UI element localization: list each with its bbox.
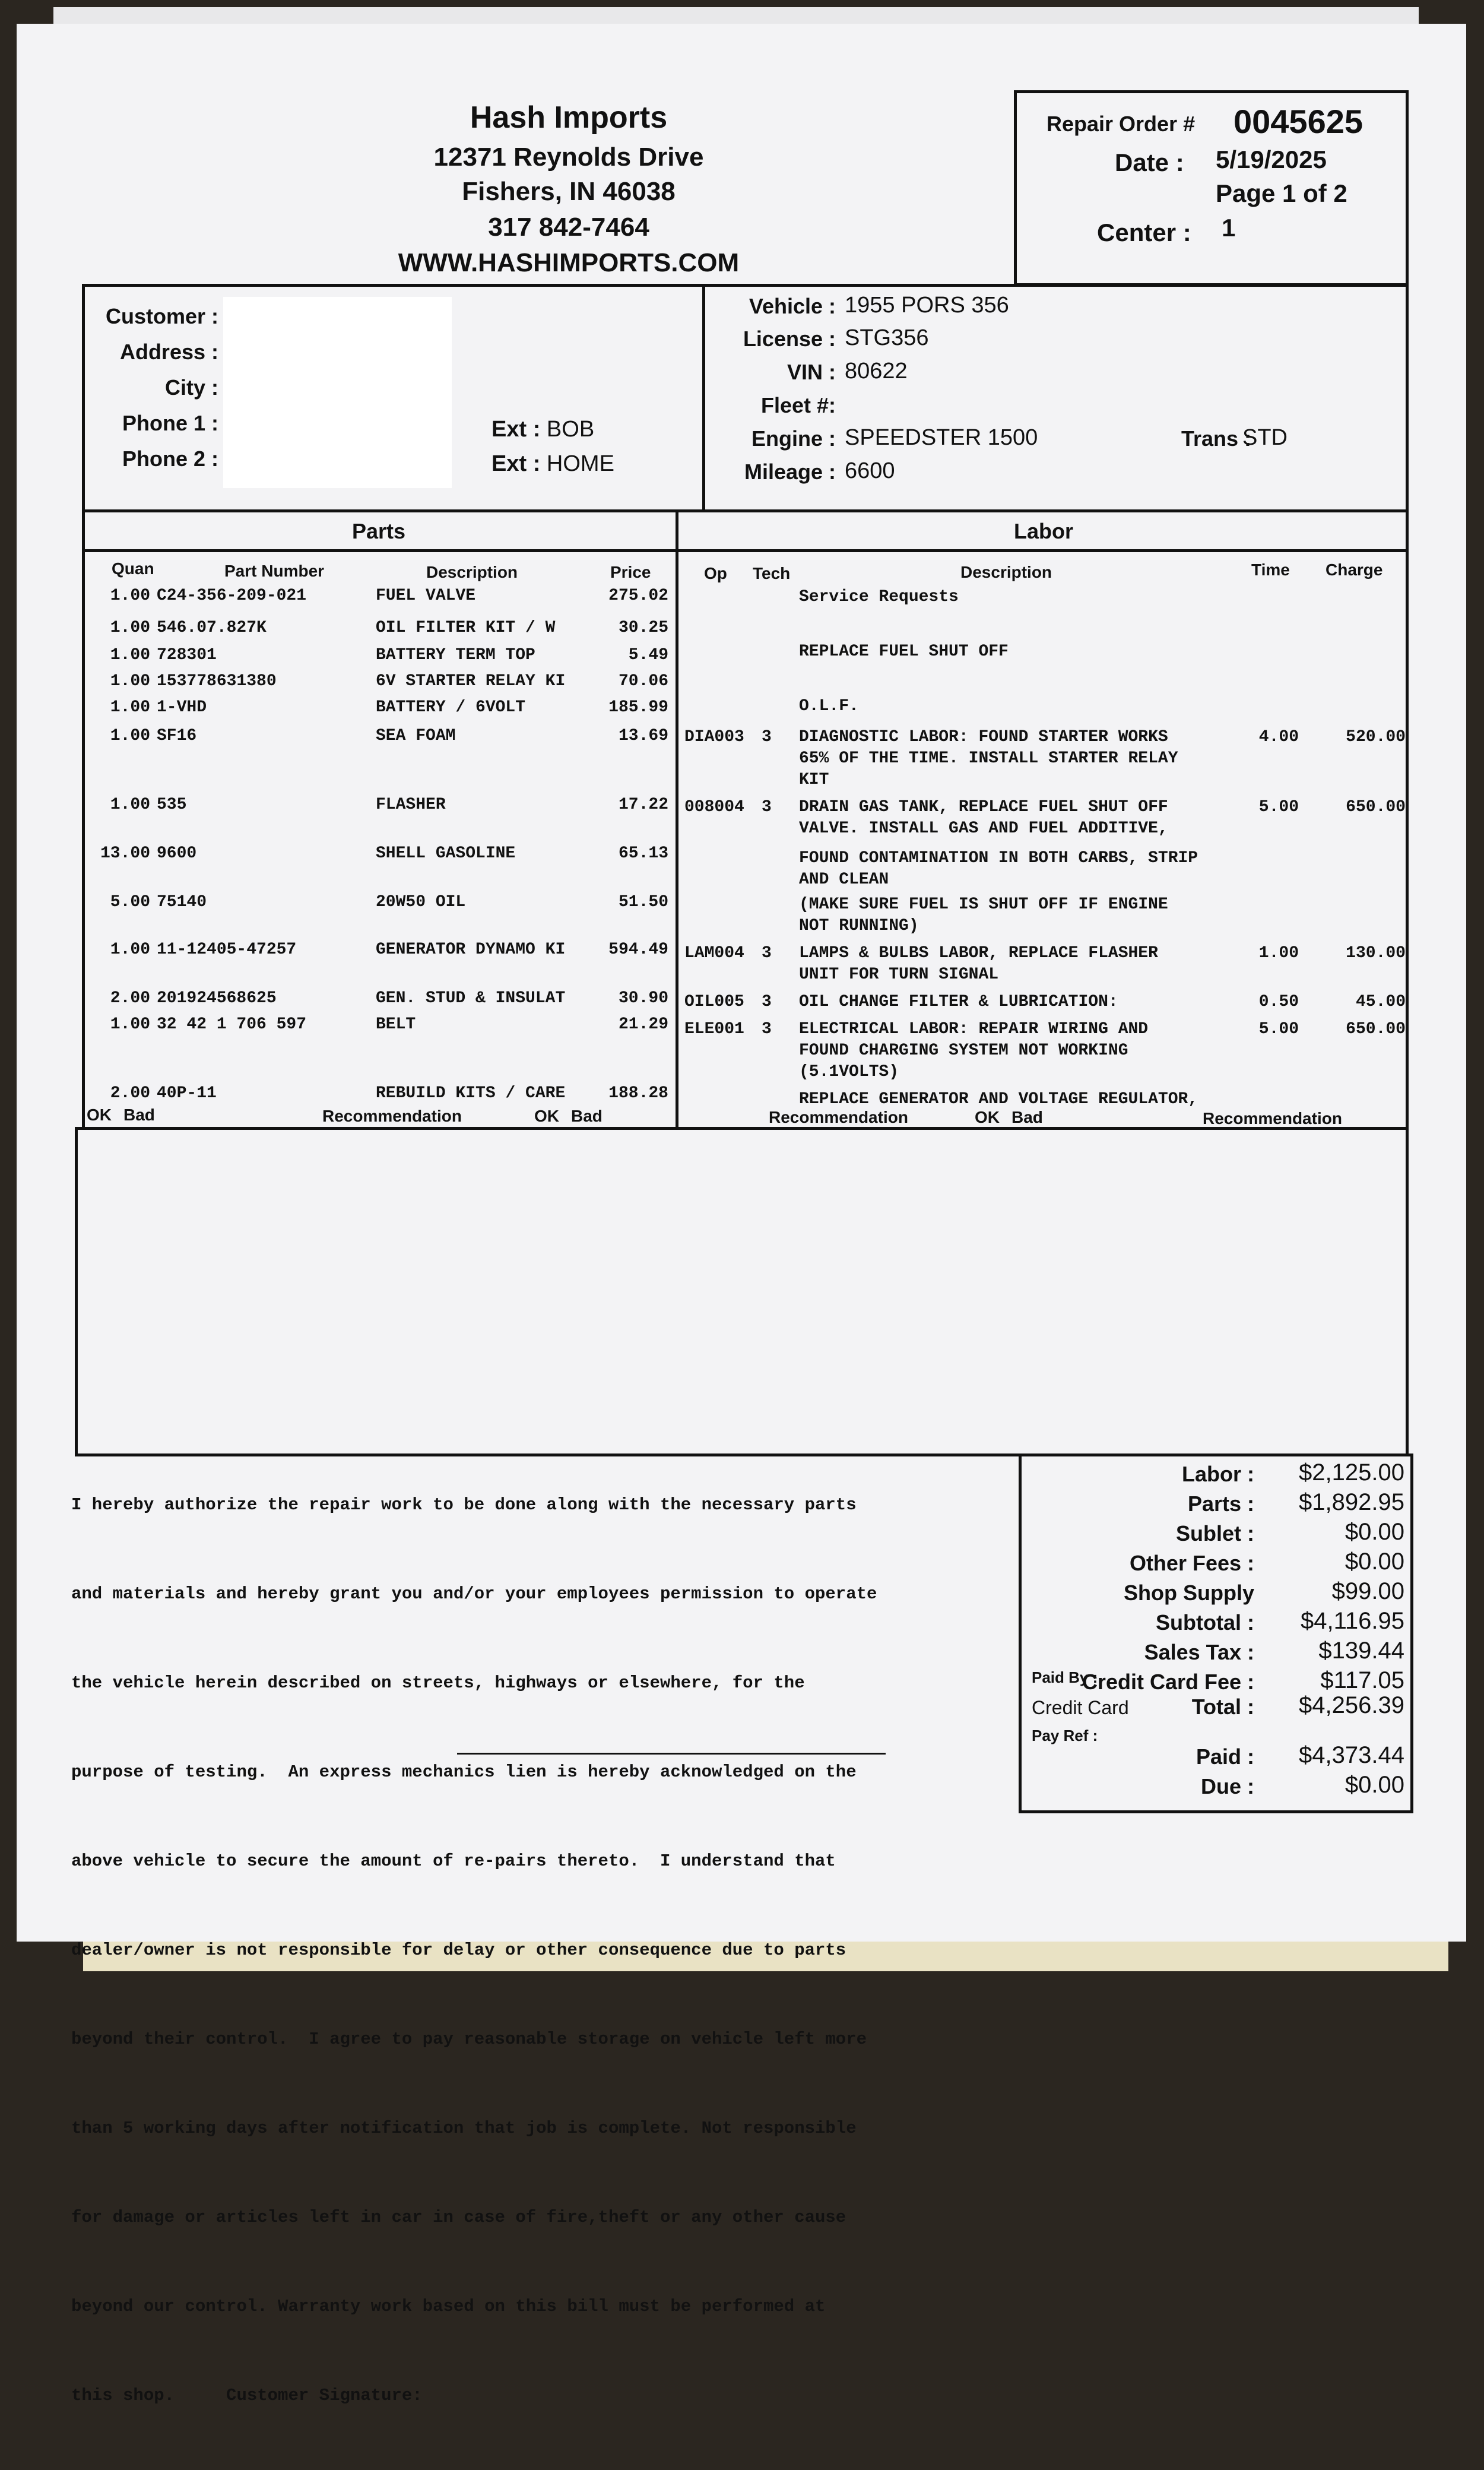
labor-op: 008004 <box>684 798 744 816</box>
center-label: Center : <box>1097 218 1191 246</box>
part-price: 5.49 <box>628 646 668 664</box>
total-label: Sublet : <box>1176 1521 1254 1546</box>
part-price: 594.49 <box>608 940 668 959</box>
page-indicator: Page 1 of 2 <box>1216 179 1347 207</box>
labor-description: O.L.F. <box>799 697 859 715</box>
part-quan: 1.00 <box>110 672 150 691</box>
part-price: 21.29 <box>618 1015 668 1034</box>
part-description: GEN. STUD & INSULAT <box>376 989 566 1008</box>
total-value: $4,373.44 <box>1299 1742 1404 1768</box>
part-description: BATTERY / 6VOLT <box>376 698 526 717</box>
ext1-label: Ext : <box>492 417 541 442</box>
total-value: $4,256.39 <box>1299 1692 1404 1718</box>
parts-labor-divider <box>676 509 678 1130</box>
part-description: REBUILD KITS / CARE <box>376 1084 566 1103</box>
part-number: 75140 <box>157 893 207 911</box>
part-number: 9600 <box>157 844 197 863</box>
total-value: $2,125.00 <box>1299 1459 1404 1486</box>
ext1-value: BOB <box>546 417 595 442</box>
customer-label: Customer : <box>105 304 218 328</box>
repair-order-document <box>17 24 1466 2405</box>
labor-tech: 3 <box>762 993 772 1011</box>
rec-bad-2: Bad <box>571 1107 603 1125</box>
labor-charge: 650.00 <box>1346 798 1406 816</box>
labor-charge: 650.00 <box>1346 1020 1406 1038</box>
license-label: License : <box>743 327 836 351</box>
total-value: $1,892.95 <box>1299 1489 1404 1515</box>
labor-header-tech: Tech <box>753 564 791 582</box>
address-label: Address : <box>119 340 218 364</box>
part-description: SHELL GASOLINE <box>376 844 516 863</box>
part-price: 275.02 <box>608 587 668 605</box>
total-label: Sales Tax : <box>1144 1640 1254 1664</box>
part-price: 30.25 <box>618 619 668 637</box>
rec-ok-3: OK <box>975 1108 1000 1126</box>
parts-header-part: Part Number <box>224 562 325 580</box>
labor-tech: 3 <box>762 728 772 746</box>
total-value: $139.44 <box>1318 1638 1404 1664</box>
part-price: 13.69 <box>618 727 668 745</box>
total-value: $117.05 <box>1320 1667 1404 1693</box>
authorization-text <box>71 1431 877 2470</box>
labor-description: DIAGNOSTIC LABOR: FOUND STARTER WORKS <box>799 728 1168 746</box>
signature-line[interactable] <box>457 1753 886 1755</box>
part-number: C24-356-209-021 <box>157 587 307 605</box>
part-description: FUEL VALVE <box>376 587 476 605</box>
part-description: 6V STARTER RELAY KI <box>376 672 566 691</box>
paid-by-label: Paid By : <box>1032 1668 1098 1686</box>
signature-label: Customer Signature: <box>226 2386 423 2405</box>
labor-description: NOT RUNNING) <box>799 917 919 935</box>
vehicle-value: 1955 PORS 356 <box>845 293 1009 318</box>
labor-description: VALVE. INSTALL GAS AND FUEL ADDITIVE, <box>799 819 1168 838</box>
labor-description: FOUND CHARGING SYSTEM NOT WORKING <box>799 1041 1128 1060</box>
part-price: 30.90 <box>618 989 668 1008</box>
part-description: BELT <box>376 1015 416 1034</box>
labor-header-charge: Charge <box>1326 560 1383 579</box>
paid-by-value: Credit Card <box>1032 1697 1129 1718</box>
legal-line: purpose of testing. An express mechanics lien is hereby acknowledged on the <box>71 1762 857 1782</box>
labor-time: 5.00 <box>1258 1020 1299 1038</box>
recommendation-box <box>75 1127 1409 1456</box>
labor-op: ELE001 <box>684 1020 744 1038</box>
part-quan: 1.00 <box>110 619 150 637</box>
parts-header-desc: Description <box>426 563 518 581</box>
part-price: 70.06 <box>618 672 668 691</box>
labor-time: 0.50 <box>1258 993 1299 1011</box>
ext2 <box>492 451 614 477</box>
order-date: 5/19/2025 <box>1216 145 1327 173</box>
parts-header-quan: Quan <box>112 559 154 578</box>
part-price: 65.13 <box>618 844 668 863</box>
labor-description: (5.1VOLTS) <box>799 1063 899 1081</box>
legal-line: for damage or articles left in car in case of fire,theft or any other cause <box>71 2208 846 2227</box>
part-number: 32 42 1 706 597 <box>157 1015 307 1034</box>
labor-description: AND CLEAN <box>799 870 889 889</box>
part-quan: 2.00 <box>110 1084 150 1103</box>
phone2-label: Phone 2 : <box>122 446 218 471</box>
labor-op: LAM004 <box>684 944 744 962</box>
legal-line: above vehicle to secure the amount of re-pairs thereto. I understand that <box>71 1851 836 1871</box>
legal-line: I hereby authorize the repair work to be done along with the necessary parts <box>71 1495 857 1515</box>
part-number: 546.07.827K <box>157 619 267 637</box>
labor-description: Service Requests <box>799 588 959 606</box>
legal-line: and materials and hereby grant you and/or your employees permission to operate <box>71 1584 877 1604</box>
legal-line: dealer/owner is not responsible for delay or other consequence due to parts <box>71 1940 846 1960</box>
labor-description: UNIT FOR TURN SIGNAL <box>799 965 999 984</box>
part-description: FLASHER <box>376 796 446 814</box>
labor-time: 4.00 <box>1258 728 1299 746</box>
mileage-value: 6600 <box>845 458 895 483</box>
labor-time: 1.00 <box>1258 944 1299 962</box>
part-description: BATTERY TERM TOP <box>376 646 535 664</box>
section-header-line <box>82 549 1409 552</box>
total-label: Credit Card Fee : <box>1082 1670 1254 1694</box>
mileage-label: Mileage : <box>744 460 836 484</box>
labor-tech: 3 <box>762 944 772 962</box>
rec-ok-1: OK <box>87 1106 112 1124</box>
center-value: 1 <box>1222 214 1236 242</box>
legal-line: the vehicle herein described on streets, highways or elsewhere, for the <box>71 1673 805 1693</box>
company-name: Hash Imports <box>470 100 668 135</box>
rec-bad-3: Bad <box>1011 1108 1043 1126</box>
labor-charge: 130.00 <box>1346 944 1406 962</box>
labor-time: 5.00 <box>1258 798 1299 816</box>
part-price: 51.50 <box>618 893 668 911</box>
total-label: Shop Supply <box>1124 1581 1254 1605</box>
labor-tech: 3 <box>762 1020 772 1038</box>
part-price: 17.22 <box>618 796 668 814</box>
part-quan: 1.00 <box>110 646 150 664</box>
vehicle-label: Vehicle : <box>749 294 836 318</box>
labor-charge: 520.00 <box>1346 728 1406 746</box>
total-value: $0.00 <box>1345 1548 1404 1575</box>
date-label: Date : <box>1115 148 1184 176</box>
labor-title: Labor <box>1013 519 1073 543</box>
engine-label: Engine : <box>751 426 836 451</box>
labor-header-op: Op <box>704 564 727 582</box>
labor-op: DIA003 <box>684 728 744 746</box>
engine-value: SPEEDSTER 1500 <box>845 425 1038 450</box>
parts-header-price: Price <box>610 563 651 581</box>
fleet-label: Fleet #: <box>760 393 836 417</box>
total-label: Total : <box>1191 1695 1254 1719</box>
labor-header-time: Time <box>1251 560 1290 579</box>
labor-description: FOUND CONTAMINATION IN BOTH CARBS, STRIP <box>799 849 1198 867</box>
part-quan: 1.00 <box>110 587 150 605</box>
part-quan: 13.00 <box>100 844 150 863</box>
part-description: SEA FOAM <box>376 727 456 745</box>
labor-tech: 3 <box>762 798 772 816</box>
labor-description: LAMPS & BULBS LABOR, REPLACE FLASHER <box>799 944 1158 962</box>
part-number: 201924568625 <box>157 989 277 1008</box>
rec-ok-2: OK <box>534 1107 559 1125</box>
legal-line: beyond their control. I agree to pay reasonable storage on vehicle left more <box>71 2029 867 2049</box>
repair-order-number: 0045625 <box>1234 103 1363 140</box>
labor-description: OIL CHANGE FILTER & LUBRICATION: <box>799 993 1118 1011</box>
labor-op: OIL005 <box>684 993 744 1011</box>
legal-line: beyond our control. Warranty work based on this bill must be performed at <box>71 2297 826 2316</box>
repair-order-label: Repair Order # <box>1047 112 1196 136</box>
legal-last-line: this shop. <box>71 2386 175 2405</box>
part-quan: 1.00 <box>110 727 150 745</box>
company-phone: 317 842-7464 <box>488 213 649 242</box>
part-description: OIL FILTER KIT / W <box>376 619 556 637</box>
part-number: 153778631380 <box>157 672 277 691</box>
license-value: STG356 <box>845 325 929 350</box>
total-value: $99.00 <box>1331 1578 1404 1604</box>
vin-value: 80622 <box>845 359 908 384</box>
total-label: Due : <box>1201 1774 1254 1798</box>
labor-description: REPLACE GENERATOR AND VOLTAGE REGULATOR, <box>799 1090 1198 1109</box>
total-label: Labor : <box>1182 1462 1254 1486</box>
labor-description: ELECTRICAL LABOR: REPAIR WIRING AND <box>799 1020 1149 1038</box>
labor-description: 65% OF THE TIME. INSTALL STARTER RELAY <box>799 749 1178 768</box>
ext1 <box>492 417 594 442</box>
total-label: Parts : <box>1187 1492 1254 1516</box>
vin-label: VIN : <box>787 360 836 384</box>
phone1-label: Phone 1 : <box>122 411 218 435</box>
part-price: 188.28 <box>608 1084 668 1103</box>
part-price: 185.99 <box>608 698 668 717</box>
total-label: Subtotal : <box>1156 1610 1254 1635</box>
part-quan: 1.00 <box>110 940 150 959</box>
trans-value: STD <box>1242 425 1288 450</box>
rec-label-1: Recommendation <box>322 1107 462 1125</box>
part-number: SF16 <box>157 727 197 745</box>
part-number: 11-12405-47257 <box>157 940 297 959</box>
part-quan: 2.00 <box>110 989 150 1008</box>
part-description: 20W50 OIL <box>376 893 466 911</box>
total-label: Other Fees : <box>1129 1551 1254 1575</box>
labor-header-desc: Description <box>960 563 1052 581</box>
total-value: $0.00 <box>1345 1519 1404 1545</box>
redacted-customer-info <box>223 297 452 488</box>
pay-ref-label: Pay Ref : <box>1032 1727 1098 1744</box>
part-number: 40P-11 <box>157 1084 217 1103</box>
part-quan: 5.00 <box>110 893 150 911</box>
rec-bad-1: Bad <box>123 1106 155 1124</box>
legal-line: than 5 working days after notification that job is complete. Not responsible <box>71 2118 857 2138</box>
part-description: GENERATOR DYNAMO KI <box>376 940 566 959</box>
company-city: Fishers, IN 46038 <box>462 177 676 206</box>
labor-description: KIT <box>799 771 829 789</box>
total-value: $0.00 <box>1345 1772 1404 1798</box>
city-label: City : <box>165 375 218 400</box>
company-website: WWW.HASHIMPORTS.COM <box>398 248 740 277</box>
ext2-label: Ext : <box>492 451 541 476</box>
labor-description: (MAKE SURE FUEL IS SHUT OFF IF ENGINE <box>799 895 1168 914</box>
part-quan: 1.00 <box>110 1015 150 1034</box>
company-street: 12371 Reynolds Drive <box>433 142 704 172</box>
labor-description: DRAIN GAS TANK, REPLACE FUEL SHUT OFF <box>799 798 1168 816</box>
part-quan: 1.00 <box>110 796 150 814</box>
part-number: 535 <box>157 796 187 814</box>
labor-description: REPLACE FUEL SHUT OFF <box>799 642 1009 661</box>
part-number: 1-VHD <box>157 698 207 717</box>
part-quan: 1.00 <box>110 698 150 717</box>
parts-title: Parts <box>351 519 406 543</box>
rec-label-3: Recommendation <box>1203 1109 1342 1128</box>
ext2-value: HOME <box>546 451 614 476</box>
trans-label: Trans : <box>1181 426 1251 451</box>
total-label: Paid : <box>1196 1744 1254 1769</box>
rec-label-2: Recommendation <box>769 1108 908 1126</box>
part-number: 728301 <box>157 646 217 664</box>
total-value: $4,116.95 <box>1301 1608 1404 1634</box>
labor-charge: 45.00 <box>1355 993 1406 1011</box>
